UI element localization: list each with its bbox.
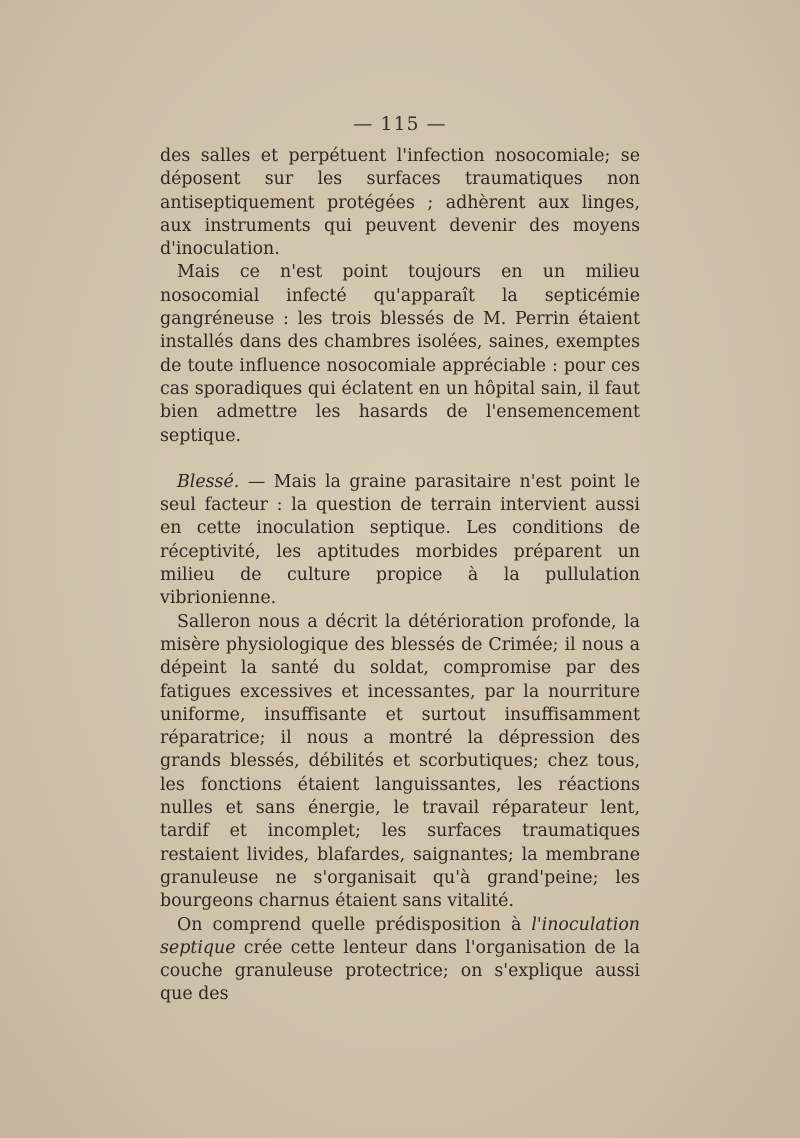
paragraph-last-italic: l'inoculation septique (160, 914, 640, 958)
body-text (160, 145, 640, 1007)
paragraph-2: Mais ce n'est point toujours en un milieu nosocomial infecté qu'apparaît la septicémie gangréneuse : les trois blessés de M. Perrin étaient installés dans des chambres isolées, saines, exemptes de toute influence nosocomiale appréciable : pour ces cas sporadiques qui éclatent en un hôpital sain, il faut bien admettre les hasards de l'ensemencement septique. (160, 262, 640, 446)
paragraph-blesse-text: — Mais la graine parasitaire n'est point le seul facteur : la question de terrain intervient aussi en cette inoculation septique. Les conditions de réceptivité, les aptitudes morbides préparent un milieu de culture propice à la pullulation vibrionienne. (160, 471, 640, 609)
section-heading-blesse: Blessé. (177, 471, 240, 492)
page-number: — 115 — (353, 113, 447, 135)
paragraph-last-after: crée cette lenteur dans l'organisation de la couche granuleuse protectrice; on s'explique aussi que des (160, 937, 640, 1005)
paragraph-blesse (160, 471, 640, 611)
paragraph-salleron: Salleron nous a décrit la détérioration profonde, la misère physiologique des blessés de Crimée; il nous a dépeint la santé du soldat, compromise par des fatigues excessives et incessantes, par la nourriture uniforme, insuffisante et surtout insuffisamment réparatrice; il nous a montré la dépression des grands blessés, débilités et scorbutiques; chez tous, les fonctions étaient languissantes, les réactions nulles et sans énergie, le travail réparateur lent, tardif et incomplet; les surfaces traumatiques restaient livides, blafardes, saignantes; la membrane granuleuse ne s'organisait qu'à grand'peine; les bourgeons charnus étaient sans vitalité. (160, 611, 640, 912)
paragraph-last-before: On comprend quelle prédisposition à (177, 914, 532, 935)
paragraph-1: des salles et perpétuent l'infection nosocomiale; se déposent sur les surfaces traumatiques non antiseptiquement protégées ; adhèrent aux linges, aux instruments qui peuvent devenir des moyens d'inoculation. (160, 146, 640, 260)
paragraph-last (160, 914, 640, 1007)
